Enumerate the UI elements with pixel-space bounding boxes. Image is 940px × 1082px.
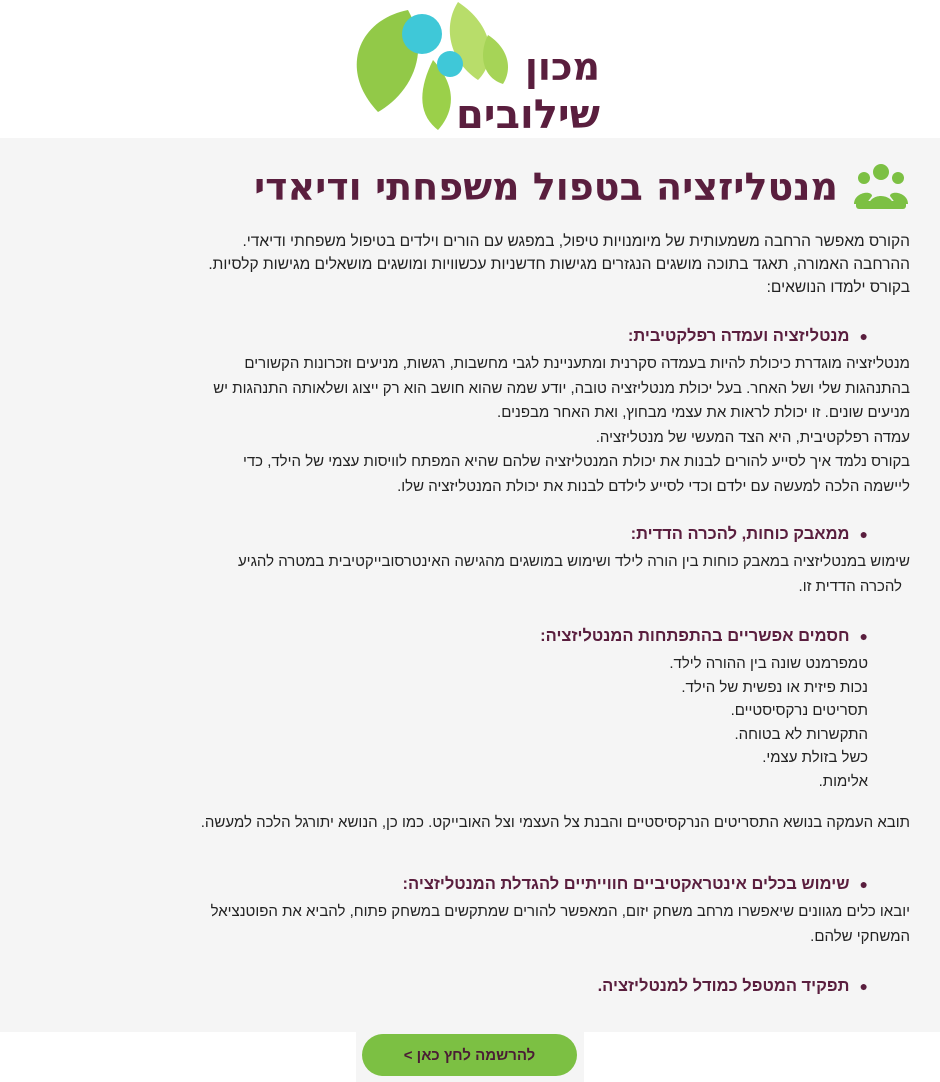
intro-text [50,230,910,299]
topic-line: תסריטים נרקסיסטיים. [730,702,868,719]
course-content [0,138,940,1032]
cta-container [356,1032,584,1082]
intro-line: בקורס ילמדו הנושאים: [766,279,910,296]
bullet-icon: ● [859,628,868,644]
topic-line: עמדה רפלקטיבית, היא הצד המעשי של מנטליזציה. [595,428,910,446]
topic-line: מנטליזציה מוגדרת כיכולת להיות בעמדה סקרנית ומתעניינת לגבי מחשבות, רגשות, מניעים וזכרונות הקשורים [244,355,910,372]
register-button[interactable]: להרשמה לחץ כאן > [362,1034,577,1076]
topic-heading [70,974,868,998]
footer [0,1032,940,1082]
topic-line: שימוש במנטליזציה במאבק כוחות בין הורה לילד ושימוש במושגים מהגישה האינטרסובייקטיבית במטרה להגיע [237,553,910,570]
topic-note [70,811,910,836]
bullet-icon: ● [859,328,868,344]
topic-line: טמפרמנט שונה בין ההורה לילד. [669,655,868,672]
page-title: מנטליזציה בטפול משפחתי ודיאדי [253,165,838,209]
topic-line: יובאו כלים מגוונים שיאפשרו מרחב משחק יזום, המאפשר להורים שמתקשים במשחק פתוח, להביא את הפוטנציאל [210,903,910,920]
intro-line: ההרחבה האמורה, תאגד בתוכה מושגים הנגזרים מגישות חדשניות עכשוויות ומושגים מושאלים מגישות קלסיות. [208,256,910,273]
topic-body [70,900,910,949]
topic-line: מניעים שונים. זו יכולת לראות את עצמי מבחוץ, ואת האחר מבפנים. [497,404,910,421]
group-users-icon [852,158,910,216]
topic-line: בקורס נלמד איך לסייע להורים לבנות את יכולת המנטליזציה שלהם שהיא המפתח לוויסות עצמי של הילד, כדי [242,453,910,470]
topic-title: תפקיד המטפל כמודל למנטליזציה. [597,977,850,995]
topic-title: שימוש בכלים אינטראקטיביים חווייתיים להגדלת המנטליזציה: [402,875,850,893]
topic-line: כשל בזולת עצמי. [762,749,868,766]
topic-body [70,352,910,499]
topic-section [70,974,910,998]
topic-title: חסמים אפשריים בהתפתחות המנטליזציה: [540,627,850,645]
logo-text-line1: מכון [524,45,600,89]
topic-heading [70,872,868,896]
topic-line: ליישמה הלכה למעשה עם ילדם וכדי לסייע לילדם לבנות את יכולת המנטליזציה שלו. [397,477,910,495]
topic-title: מנטליזציה ועמדה רפלקטיבית: [627,327,850,345]
bullet-icon: ● [859,526,868,542]
topic-line: התקשרות לא בטוחה. [734,725,868,743]
topic-section [70,872,910,949]
institute-logo[interactable] [338,0,608,136]
topic-section [70,624,910,836]
topic-line: המשחקי שלהם. [810,927,910,945]
bullet-icon: ● [859,876,868,892]
topic-heading [70,624,868,648]
topic-note-line: תובא העמקה בנושא התסריטים הנרקסיסטיים והבנת צל העצמי וצל האובייקט. כמו כן, הנושא יתורגל הלכה למעשה. [200,814,910,831]
header [0,0,940,138]
topic-heading [70,522,868,546]
topic-title: ממאבק כוחות, להכרה הדדית: [630,525,850,543]
intro-line: הקורס מאפשר הרחבה משמעותית של מיומנויות טיפול, במפגש עם הורים וילדים בטיפול משפחתי ודיאדי. [242,233,910,250]
topic-line: נכות פיזית או נפשית של הילד. [681,678,868,696]
logo-circle-large [402,14,442,54]
logo-leaf-far-right [483,35,508,84]
bullet-icon: ● [859,978,868,994]
topic-section [70,522,910,599]
topic-body [70,550,910,599]
topic-line: בהתנהגות שלי ושל האחר. בעל יכולת מנטליזציה טובה, יודע שמה שהוא חושב הוא רק ייצוג ושלאותה התנהגות יש [213,379,910,397]
logo-text-line2: שילובים [455,92,600,136]
topic-line: אלימות. [818,772,868,790]
logo-circle-small [437,51,463,77]
topic-heading [70,324,868,348]
title-row [254,158,910,216]
topic-body [70,652,868,793]
topic-line: להכרה הדדית זו. [798,577,902,595]
topic-section [70,324,910,499]
